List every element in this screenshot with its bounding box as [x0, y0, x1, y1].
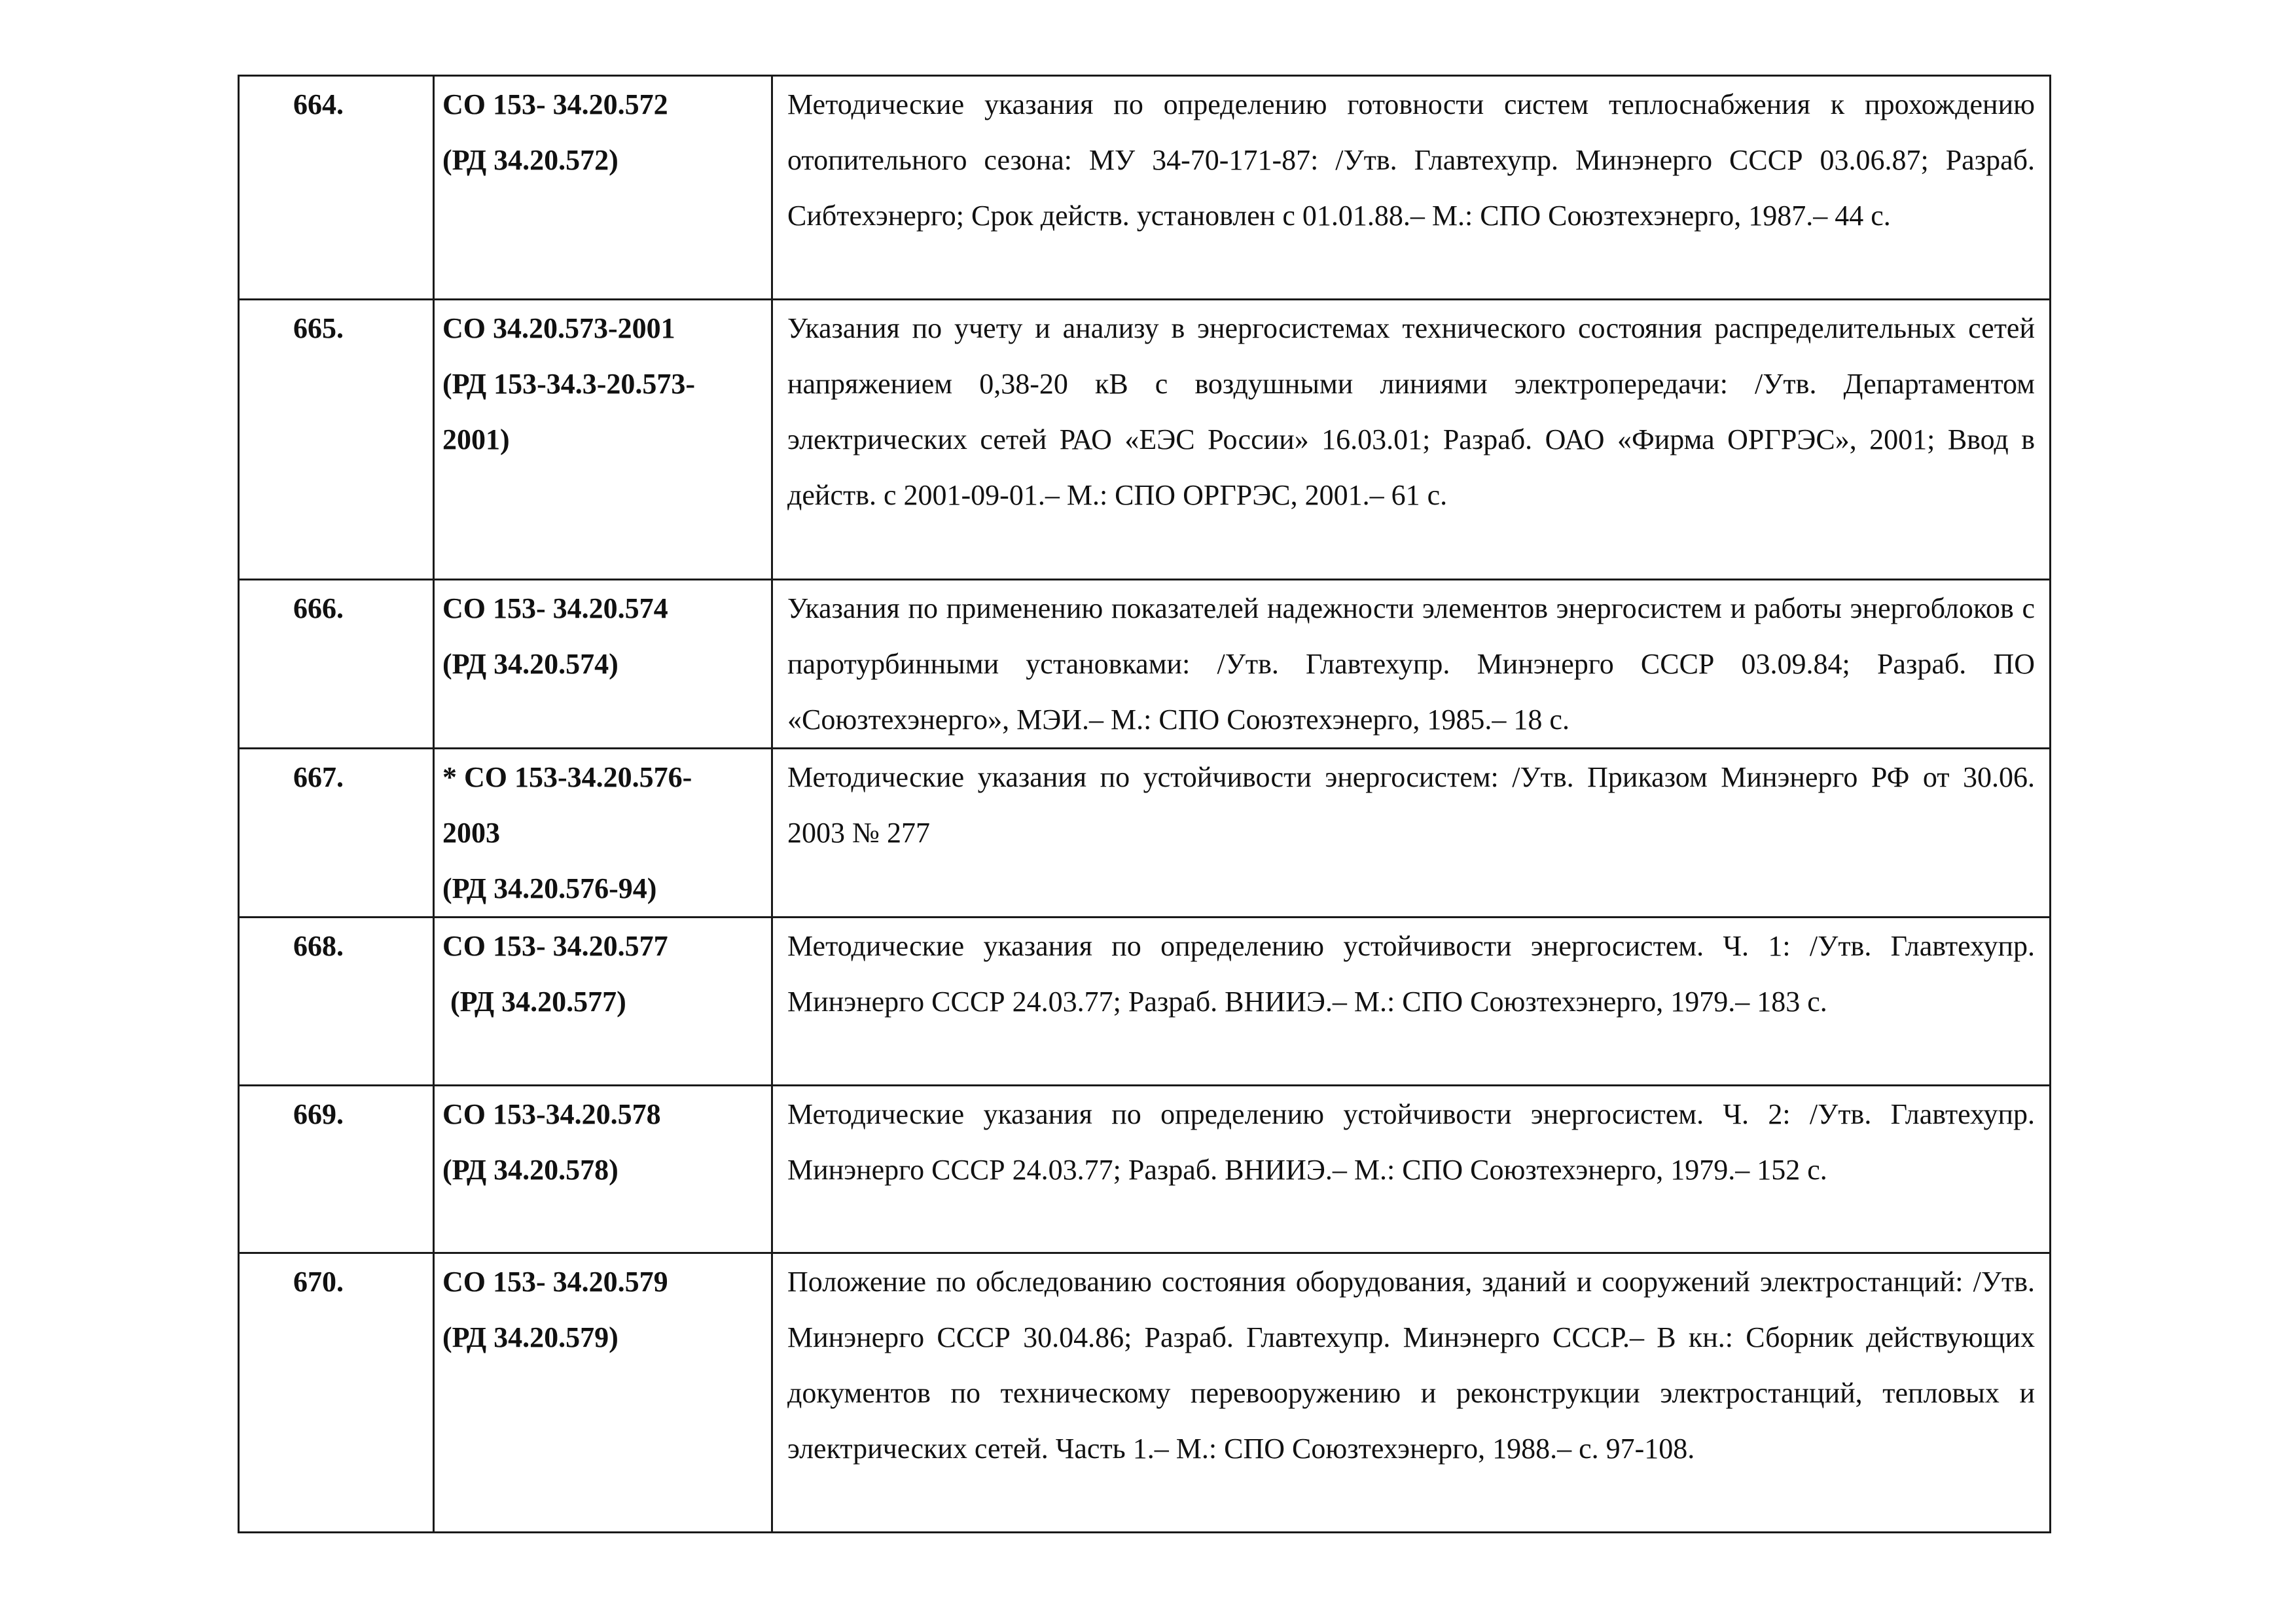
- document-code: [434, 918, 772, 1086]
- code-line: (РД 34.20.574): [442, 648, 619, 680]
- document-description: Указания по применению показателей надежности элементов энергосистем и работы энергоблоков с паротурбинными установками: /Утв. Главтехупр. Минэнерго СССР 03.09.84; Разраб. ПО «Союзтехэнерго», МЭИ.– М.: СПО Союзтехэнерго, 1985.– 18 с.: [772, 580, 2051, 749]
- code-line: (РД 153-34.3-20.573-: [442, 368, 696, 400]
- row-number: 667.: [239, 749, 434, 918]
- table-row: [239, 1086, 2051, 1253]
- code-line: 2003: [442, 817, 500, 849]
- document-description: Методические указания по определению готовности систем теплоснабжения к прохождению отопительного сезона: МУ 34-70-171-87: /Утв. Главтехупр. Минэнерго СССР 03.06.87; Разраб. Сибтехэнерго; Срок действ. установлен с 01.01.88.– М.: СПО Союзтехэнерго, 1987.– 44 с.: [772, 76, 2051, 300]
- code-line: (РД 34.20.577): [450, 986, 626, 1018]
- code-line: (РД 34.20.578): [442, 1154, 619, 1186]
- document-code: [434, 1253, 772, 1533]
- table-row: [239, 300, 2051, 580]
- row-number: 664.: [239, 76, 434, 300]
- table-row: [239, 749, 2051, 918]
- document-description: Указания по учету и анализу в энергосистемах технического состояния распределительных сетей напряжением 0,38-20 кВ с воздушными линиями электропередачи: /Утв. Департаментом электрических сетей РАО «ЕЭС России» 16.03.01; Разраб. ОАО «Фирма ОРГРЭС», 2001; Ввод в действ. с 2001-09-01.– М.: СПО ОРГРЭС, 2001.– 61 с.: [772, 300, 2051, 580]
- table-row: [239, 76, 2051, 300]
- code-line: 2001): [442, 423, 510, 455]
- code-line: СО 153- 34.20.572: [442, 88, 668, 120]
- table-row: [239, 1253, 2051, 1533]
- document-description: Положение по обследованию состояния оборудования, зданий и сооружений электростанций: /Утв. Минэнерго СССР 30.04.86; Разраб. Главтехупр. Минэнерго СССР.– В кн.: Сборник действующих документов по техническому перевооружению и реконструкции электростанций, тепловых и электрических сетей. Часть 1.– М.: СПО Союзтехэнерго, 1988.– с. 97-108.: [772, 1253, 2051, 1533]
- code-line: СО 153- 34.20.579: [442, 1266, 668, 1298]
- row-number: 668.: [239, 918, 434, 1086]
- document-code: [434, 1086, 772, 1253]
- code-line: СО 153- 34.20.574: [442, 592, 668, 624]
- code-line: СО 153-34.20.578: [442, 1098, 661, 1130]
- code-line: СО 153- 34.20.577: [442, 930, 668, 962]
- code-line: СО 34.20.573-2001: [442, 312, 675, 344]
- document-code: [434, 300, 772, 580]
- code-line: (РД 34.20.576-94): [442, 872, 657, 904]
- code-line: (РД 34.20.572): [442, 144, 619, 176]
- code-line: * СО 153-34.20.576-: [442, 761, 692, 793]
- code-line: (РД 34.20.579): [442, 1321, 619, 1353]
- row-number: 665.: [239, 300, 434, 580]
- document-code: [434, 749, 772, 918]
- row-number: 669.: [239, 1086, 434, 1253]
- document-description: Методические указания по определению устойчивости энергосистем. Ч. 2: /Утв. Главтехупр. Минэнерго СССР 24.03.77; Разраб. ВНИИЭ.– М.: СПО Союзтехэнерго, 1979.– 152 с.: [772, 1086, 2051, 1253]
- document-description: Методические указания по устойчивости энергосистем: /Утв. Приказом Минэнерго РФ от 30.06. 2003 № 277: [772, 749, 2051, 918]
- row-number: 666.: [239, 580, 434, 749]
- document-code: [434, 76, 772, 300]
- row-number: 670.: [239, 1253, 434, 1533]
- document-description: Методические указания по определению устойчивости энергосистем. Ч. 1: /Утв. Главтехупр. Минэнерго СССР 24.03.77; Разраб. ВНИИЭ.– М.: СПО Союзтехэнерго, 1979.– 183 с.: [772, 918, 2051, 1086]
- table-row: [239, 580, 2051, 749]
- document-code: [434, 580, 772, 749]
- document-table: [238, 75, 2051, 1533]
- table-row: [239, 918, 2051, 1086]
